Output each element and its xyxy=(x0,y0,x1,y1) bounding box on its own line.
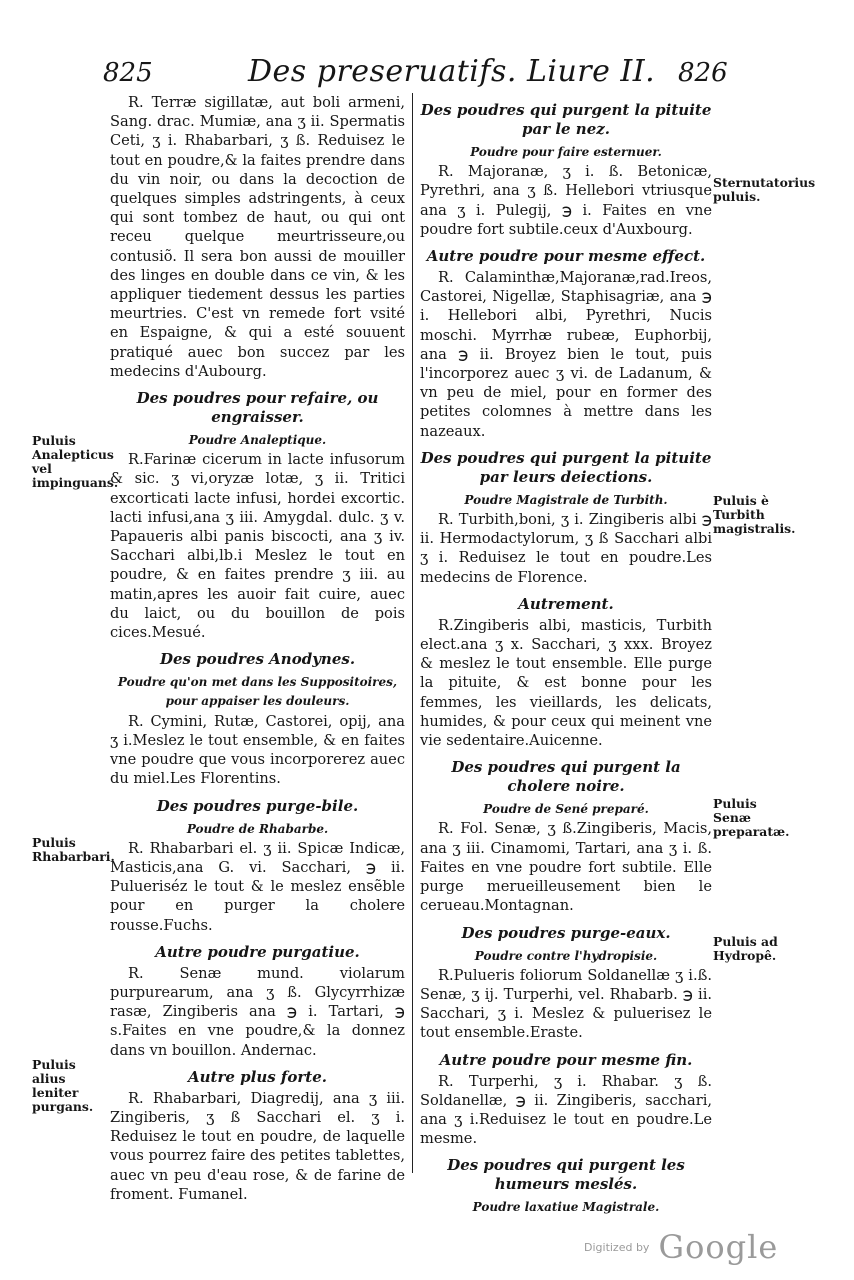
margin-note: Sternutatorius puluis. xyxy=(713,175,816,204)
section-heading: Des poudres qui purgent la cholere noire. xyxy=(451,758,681,796)
digitized-by-text: Digitized by xyxy=(584,1240,650,1254)
margin-note: Puluis ad Hydropê. xyxy=(713,934,778,963)
paragraph: R. Terræ sigillatæ, aut boli armeni, Sang. drac. Mumiæ, ana ʒ ii. Spermatis Ceti, ʒ i. Rhabarbari, ʒ ß. Reduisez le tout en poudre,& la faites prendre dans du vin noir, ou dans la decoction de quelques simples adstringents, à ceux qui sont tombez de haut, ou qui ont receu quelque meurtrisseure,ou contusiõ. Il sera bon aussi de mouiller des linges en double dans ce vin, & les appliquer tiedement dessus les parties meurtries. C'est vn remede fort vsité en Espaigne, & qui a esté souuent pratiqué auec bon succez par les medecins d'Aubourg. xyxy=(110,94,405,380)
margin-note: Puluis Analepticus vel impinguans. xyxy=(32,433,119,490)
section-heading: Des poudres pour refaire, ou engraisser. xyxy=(136,389,379,427)
section-heading: Autre plus forte. xyxy=(188,1067,327,1086)
right-column xyxy=(420,93,712,1218)
subsection-heading: Poudre laxatiue Magistrale. xyxy=(472,1200,660,1215)
column-divider xyxy=(412,93,413,1173)
subsection-heading: Poudre Magistrale de Turbith. xyxy=(464,492,668,507)
left-column xyxy=(110,93,405,1208)
section-heading: Des poudres purge-eaux. xyxy=(461,923,671,942)
digitized-watermark xyxy=(584,1228,778,1266)
google-logo: Google xyxy=(658,1228,779,1266)
subsection-heading: Poudre Analeptique. xyxy=(188,433,327,448)
paragraph: R. Cymini, Rutæ, Castorei, opij, ana ʒ i.Meslez le tout ensemble, & en faites vne poudre que vous incorporerez auec du miel.Les Florentins. xyxy=(110,712,405,788)
margin-note: Puluis Senæ preparatæ. xyxy=(713,796,790,839)
margin-note: Puluis è Turbith magistralis. xyxy=(713,493,796,536)
margin-note: Puluis Rhabarbari. xyxy=(32,835,115,864)
section-heading: Des poudres qui purgent la pituite par leurs deiections. xyxy=(420,448,712,486)
paragraph: R. Turbith,boni, ʒ i. Zingiberis albi ℈ ii. Hermodactylorum, ʒ ß Sacchari albi ʒ i. Reduisez le tout en poudre.Les medecins de Florence. xyxy=(420,511,712,586)
subsection-heading: Poudre de Rhabarbe. xyxy=(186,821,329,836)
paragraph: R.Farinæ cicerum in lacte infusorum & sic. ʒ vi,oryzæ lotæ, ʒ ii. Tritici excorticati lacte infusi, hordei excortic. lacti infusi,ana ʒ iii. Amygdal. dulc. ʒ v. Papaueris albi panis biscocti, ana ʒ iv. Sacchari albi,lb.i Meslez le tout en poudre, & en faites prendre ʒ iii. au matin,apres les auoir fait cuire, auec du laict, ou du bouillon de pois cices.Mesué. xyxy=(110,451,405,642)
subsection-heading: Poudre de Sené preparé. xyxy=(483,802,649,817)
page-header xyxy=(0,52,854,96)
section-heading: Des poudres Anodynes. xyxy=(159,650,356,669)
margin-note: Puluis alius leniter purgans. xyxy=(32,1057,94,1114)
section-heading: Des poudres qui purgent la pituite par le nez. xyxy=(420,101,712,138)
paragraph: R. Senæ mund. violarum purpurearum, ana ʒ ß. Glycyrrhizæ rasæ, Zingiberis ana ℈ i. Tartari, ℈ s.Faites en vne poudre,& la donnez dans vn bouillon. Andernac. xyxy=(110,964,405,1059)
section-heading: Autre poudre purgatiue. xyxy=(155,942,360,961)
subsection-heading: Poudre pour faire esternuer. xyxy=(470,145,662,159)
paragraph: R. Majoranæ, ʒ i. ß. Betonicæ, Pyrethri, ana ʒ ß. Hellebori vtriusque ana ʒ i. Pulegij, ℈ i. Faites en vne poudre fort subtile.ceux d'Auxbourg. xyxy=(420,163,712,238)
paragraph: R. Rhabarbari, Diagredij, ana ʒ iii. Zingiberis, ʒ ß Sacchari el. ʒ i. Reduisez le tout en poudre, de laquelle vous pourrez faire des petites tablettes, auec vn peu d'eau rose, & de farine de froment. Fumanel. xyxy=(110,1089,405,1203)
running-title: Des preseruatifs. Liure II. xyxy=(248,54,656,89)
section-heading: Autre poudre pour mesme effect. xyxy=(426,247,706,266)
subsection-heading: Poudre qu'on met dans les Suppositoires, pour appaiser les douleurs. xyxy=(117,675,398,709)
section-heading: Des poudres qui purgent les humeurs meslés. xyxy=(447,1156,685,1194)
left-page-number: 825 xyxy=(103,58,153,88)
right-page-number: 826 xyxy=(678,58,728,88)
paragraph: R. Calaminthæ,Majoranæ,rad.Ireos, Castorei, Nigellæ, Staphisagriæ, ana ℈ i. Hellebori albi, Pyrethri, Nucis moschi. Myrrhæ rubeæ, Euphorbij, ana ℈ ii. Broyez bien le tout, puis l'incorporez auec ʒ vi. de Ladanum, & vn peu de miel, pour en former des petites colomnes à mettre dans les nazeaux. xyxy=(420,269,712,440)
paragraph: R. Rhabarbari el. ʒ ii. Spicæ Indicæ, Masticis,ana G. vi. Sacchari, ℈ ii. Pulueriséz le tout & le meslez ensẽble pour en purger la cholere rousse.Fuchs. xyxy=(110,839,405,934)
subsection-heading: Poudre contre l'hydropisie. xyxy=(474,948,658,963)
paragraph: R. Fol. Senæ, ʒ ß.Zingiberis, Macis, ana ʒ iii. Cinamomi, Tartari, ana ʒ i. ß. Faites en vne poudre fort subtile. Elle purge merueilleusement bien le cerueau.Montagnan. xyxy=(420,820,712,915)
section-heading: Autre poudre pour mesme fin. xyxy=(439,1050,693,1069)
paragraph: R.Pulueris foliorum Soldanellæ ʒ i.ß. Senæ, ʒ ij. Turperhi, vel. Rhabarb. ℈ ii. Sacchari, ʒ i. Meslez & puluerisez le tout ensemble.Eraste. xyxy=(420,966,712,1042)
paragraph: R.Zingiberis albi, masticis, Turbith elect.ana ʒ x. Sacchari, ʒ xxx. Broyez & meslez le tout ensemble. Elle purge la pituite, & est bonne pour les femmes, les vieillards, les delicats, humides, & pour ceux qui meinent vne vie sedentaire.Auicenne. xyxy=(420,616,712,750)
paragraph: R. Turperhi, ʒ i. Rhabar. ʒ ß. Soldanellæ, ℈ ii. Zingiberis, sacchari, ana ʒ i.Reduisez le tout en poudre.Le mesme. xyxy=(420,1072,712,1148)
section-heading: Autrement. xyxy=(518,594,614,613)
section-heading: Des poudres purge-bile. xyxy=(156,796,359,815)
